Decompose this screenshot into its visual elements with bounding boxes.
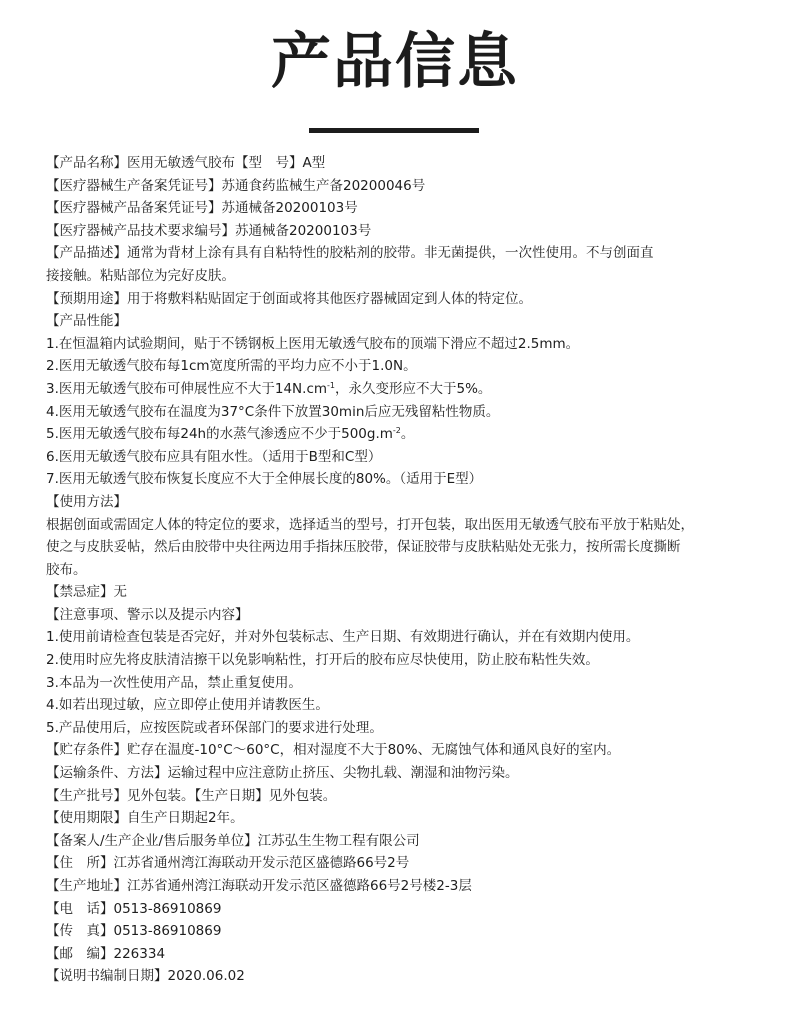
info-line: 【禁忌症】无 xyxy=(46,584,127,601)
info-line: 【运输条件、方法】运输过程中应注意防止挤压、尖物扎载、潮湿和油物污染。 xyxy=(46,765,519,782)
info-line: 根据创面或需固定人体的特定位的要求，选择适当的型号，打开包装，取出医用无敏透气胶布平放于粘贴处， xyxy=(46,516,694,533)
info-line: 【使用方法】 xyxy=(46,493,127,510)
info-line-text: 3.医用无敏透气胶布可伸展性应不大于14N.cm xyxy=(46,380,328,397)
info-line-text: 5.医用无敏透气胶布每24h的水蒸气渗透应不少于500g.m xyxy=(46,426,393,443)
info-line: 【产品性能】 xyxy=(46,313,127,330)
info-line: 【医疗器械生产备案凭证号】苏通食药监械生产备20200046号 xyxy=(46,177,426,194)
info-line: 【注意事项、警示以及提示内容】 xyxy=(46,606,249,623)
info-line: 【住 所】江苏省通州湾江海联动开发示范区盛德路66号2号 xyxy=(46,855,410,872)
info-line: 【生产批号】见外包装。【生产日期】见外包装。 xyxy=(46,787,337,804)
info-line: 【电 话】0513-86910869 xyxy=(46,900,222,917)
info-line: 【邮 编】226334 xyxy=(46,945,166,962)
info-line xyxy=(46,378,776,401)
title-underline xyxy=(309,128,479,133)
info-line: 6.医用无敏透气胶布应具有阻水性。（适用于B型和C型） xyxy=(46,448,382,465)
info-line: 【备案人/生产企业/售后服务单位】江苏弘生生物工程有限公司 xyxy=(46,832,420,849)
info-line: 7.医用无敏透气胶布恢复长度应不大于全伸展长度的80%。（适用于E型） xyxy=(46,471,483,488)
page-title: 产品信息 xyxy=(271,27,519,97)
info-line: 1.使用前请检查包装是否完好，并对外包装标志、生产日期、有效期进行确认，并在有效期内使用。 xyxy=(46,629,640,646)
info-line: 3.本品为一次性使用产品，禁止重复使用。 xyxy=(46,674,302,691)
superscript: -2 xyxy=(392,426,401,436)
product-info-body xyxy=(46,152,776,988)
info-line: 【产品名称】医用无敏透气胶布【型 号】A型 xyxy=(46,155,326,171)
info-line: 4.医用无敏透气胶布在温度为37°C条件下放置30min后应无残留粘性物质。 xyxy=(46,403,500,420)
info-line: 【传 真】0513-86910869 xyxy=(46,923,222,940)
info-line: 1.在恒温箱内试验期间，贴于不锈钢板上医用无敏透气胶布的顶端下滑应不超过2.5mm。 xyxy=(46,335,580,352)
info-line xyxy=(46,423,776,446)
info-line: 接接触。粘贴部位为完好皮肤。 xyxy=(46,267,235,284)
info-line: 【产品描述】通常为背材上涂有具有自粘特性的胶粘剂的胶带。非无菌提供，一次性使用。不与创面直 xyxy=(46,245,654,262)
info-line: 5.产品使用后，应按医院或者环保部门的要求进行处理。 xyxy=(46,719,383,736)
info-line-tail: 。 xyxy=(400,426,415,443)
info-line: 【使用期限】自生产日期起2年。 xyxy=(46,810,244,827)
info-line: 2.使用时应先将皮肤清洁擦干以免影响粘性，打开后的胶布应尽快使用，防止胶布粘性失效。 xyxy=(46,652,599,669)
info-line: 【医疗器械产品技术要求编号】苏通械备20200103号 xyxy=(46,222,372,239)
info-line: 【医疗器械产品备案凭证号】苏通械备20200103号 xyxy=(46,200,358,217)
info-line: 【生产地址】江苏省通州湾江海联动开发示范区盛德路66号2号楼2-3层 xyxy=(46,878,472,894)
info-line: 4.如若出现过敏，应立即停止使用并请教医生。 xyxy=(46,697,329,714)
info-line: 使之与皮肤妥帖，然后由胶带中央往两边用手指抹压胶带，保证胶带与皮肤粘贴处无张力，按所需长度撕断 xyxy=(46,539,681,556)
info-line: 2.医用无敏透气胶布每1cm宽度所需的平均力应不小于1.0N。 xyxy=(46,358,417,375)
superscript: -1 xyxy=(327,380,336,390)
info-line: 胶布。 xyxy=(46,561,87,578)
info-line: 【贮存条件】贮存在温度-10°C～60°C，相对湿度不大于80%、无腐蚀气体和通风良好的室内。 xyxy=(46,742,621,759)
info-line-tail: ，永久变形应不大于5%。 xyxy=(335,380,492,397)
info-line: 【预期用途】用于将敷料粘贴固定于创面或将其他医疗器械固定到人体的特定位。 xyxy=(46,290,532,307)
info-line: 【说明书编制日期】2020.06.02 xyxy=(46,968,245,985)
